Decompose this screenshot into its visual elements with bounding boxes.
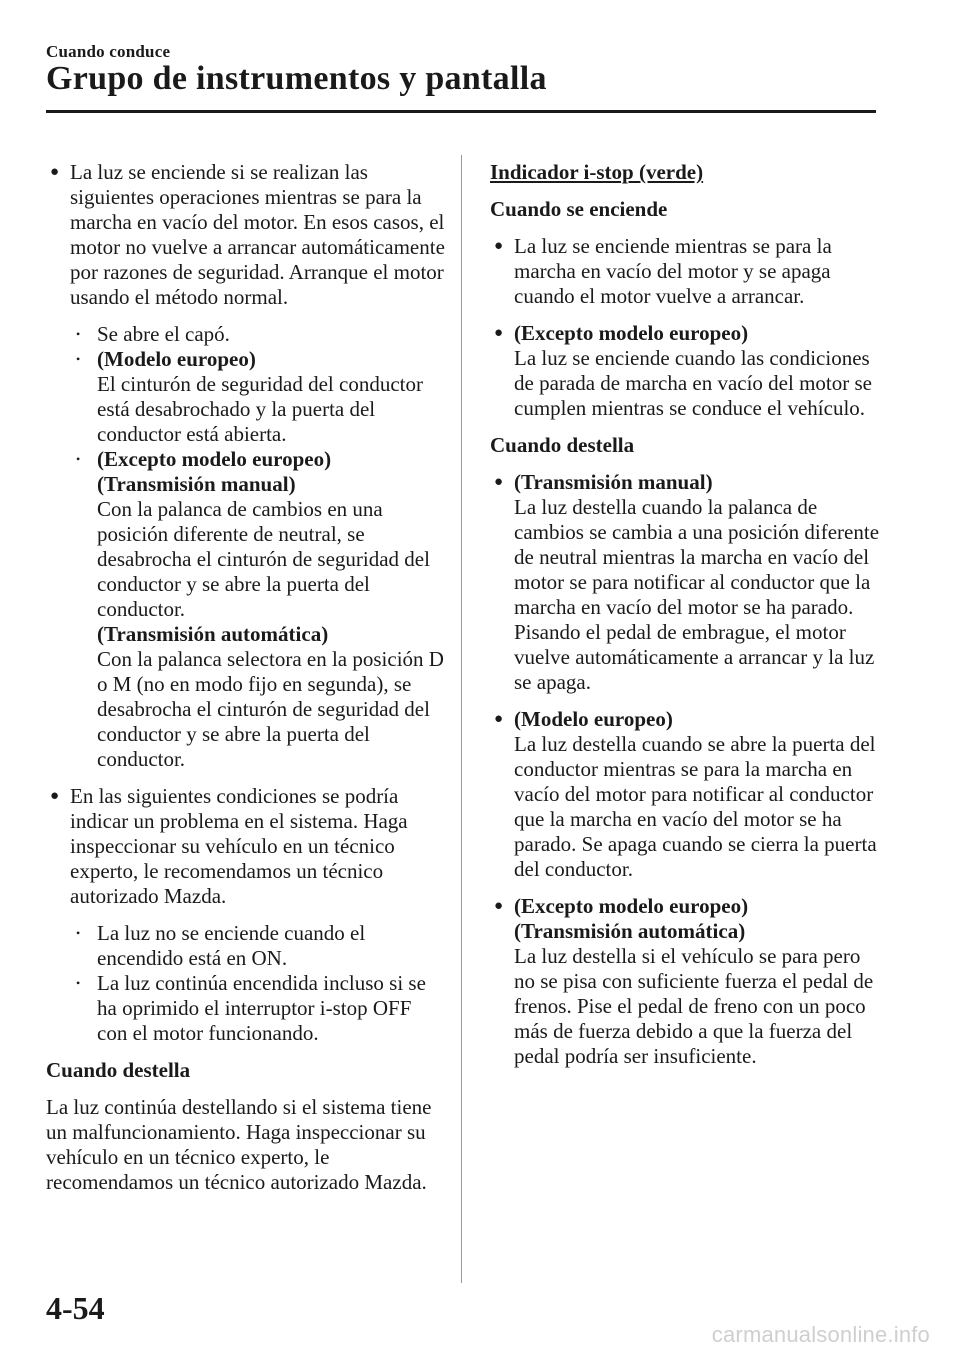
bullet-text: La luz destella cuando la palanca de cambios se cambia a una posición diferente de neutral mientras la marcha en vacío del motor se para notificar al conductor que la marcha en vacío del motor se ha parado. Pisando el pedal de embrague, el motor vuelve automáticamente a arrancar y la luz se apaga. xyxy=(514,495,880,694)
bullet-item xyxy=(490,470,885,695)
bullet-text: En las siguientes condiciones se podría indicar un problema en el sistema. Haga inspeccionar su vehículo en un técnico experto, le recomendamos un técnico autorizado Mazda. xyxy=(70,784,408,908)
bullet-icon: ● xyxy=(494,238,504,254)
sub-bullet-text: Con la palanca selectora en la posición D o M (no en modo fijo en segunda), se desabrocha el cinturón de seguridad del conductor y se abre la puerta del conductor. xyxy=(97,647,444,771)
bullet-item xyxy=(490,321,885,421)
bullet-condition: (Transmisión manual) xyxy=(514,470,713,494)
bullet-item xyxy=(490,234,885,309)
subheading-flash: Cuando destella xyxy=(490,433,635,457)
sub-bullet-text: La luz continúa encendida incluso si se ha oprimido el interruptor i-stop OFF con el motor funcionando. xyxy=(97,971,426,1045)
sub-bullet-text: El cinturón de seguridad del conductor está desabrochado y la puerta del conductor está abierta. xyxy=(97,372,423,446)
bullet-item xyxy=(490,707,885,882)
sub-bullet-item xyxy=(70,971,446,1046)
sub-bullet-icon: • xyxy=(76,327,81,341)
sub-bullet-item xyxy=(70,447,446,772)
bullet-icon: ● xyxy=(494,898,504,914)
sub-bullet-condition: (Transmisión automática) xyxy=(97,622,329,646)
bullet-icon: ● xyxy=(494,711,504,727)
sub-bullet-item xyxy=(70,921,446,971)
sub-bullet-text: Se abre el capó. xyxy=(97,322,230,346)
bullet-text: La luz destella cuando se abre la puerta del conductor mientras se para la marcha en vacío del motor para notificar al conductor que la marcha en vacío del motor se ha parado. Se apaga cuando se cierra la puerta del conductor. xyxy=(514,732,877,881)
subheading-flash: Cuando destella xyxy=(46,1058,191,1082)
sub-bullet-condition: (Excepto modelo europeo) xyxy=(97,447,332,471)
left-column xyxy=(46,160,446,1195)
right-column xyxy=(490,160,885,1081)
bullet-text: La luz destella si el vehículo se para pero no se pisa con suficiente fuerza el pedal de frenos. Pise el pedal de freno con un poco más de fuerza debido a que la fuerza del pedal podría ser insuficiente. xyxy=(514,944,874,1068)
bullet-item xyxy=(46,784,446,1046)
sub-bullet-icon: • xyxy=(76,352,81,366)
header-rule xyxy=(46,110,876,113)
bullet-condition: (Transmisión automática) xyxy=(514,919,746,943)
indicator-title: Indicador i-stop (verde) xyxy=(490,160,704,184)
paragraph: La luz continúa destellando si el sistema tiene un malfuncionamiento. Haga inspeccionar su vehículo en un técnico experto, le recomendamos un técnico autorizado Mazda. xyxy=(46,1095,432,1194)
sub-bullet-item xyxy=(70,347,446,447)
bullet-icon: ● xyxy=(494,325,504,341)
bullet-icon: ● xyxy=(494,474,504,490)
bullet-condition: (Excepto modelo europeo) xyxy=(514,894,749,918)
sub-bullet-text: Con la palanca de cambios en una posición diferente de neutral, se desabrocha el cinturón de seguridad del conductor y se abre la puerta del conductor. xyxy=(97,497,430,621)
section-label: Cuando conduce xyxy=(46,42,171,61)
sub-bullet-condition: (Modelo europeo) xyxy=(97,347,256,371)
sub-bullet-condition: (Transmisión manual) xyxy=(97,472,296,496)
sub-bullet-text: La luz no se enciende cuando el encendido está en ON. xyxy=(97,921,366,970)
column-divider xyxy=(461,155,462,1283)
bullet-item xyxy=(490,894,885,1069)
watermark: carmanualsonline.info xyxy=(711,1322,930,1347)
bullet-item xyxy=(46,160,446,772)
sub-bullet-item xyxy=(70,322,446,347)
sub-bullet-icon: • xyxy=(76,926,81,940)
bullet-condition: (Excepto modelo europeo) xyxy=(514,321,749,345)
subheading-on: Cuando se enciende xyxy=(490,197,668,221)
bullet-condition: (Modelo europeo) xyxy=(514,707,673,731)
bullet-text: La luz se enciende si se realizan las siguientes operaciones mientras se para la marcha en vacío del motor. En esos casos, el motor no vuelve a arrancar automáticamente por razones de seguridad. Arranque el motor usando el método normal. xyxy=(70,160,445,309)
bullet-text: La luz se enciende cuando las condiciones de parada de marcha en vacío del motor se cumplen mientras se conduce el vehículo. xyxy=(514,346,872,420)
sub-list xyxy=(70,322,446,772)
sub-bullet-icon: • xyxy=(76,452,81,466)
bullet-icon: ● xyxy=(50,164,60,180)
sub-list xyxy=(70,921,446,1046)
bullet-icon: ● xyxy=(50,788,60,804)
page-number: 4-54 xyxy=(46,1290,105,1326)
page-title: Grupo de instrumentos y pantalla xyxy=(46,60,547,97)
bullet-text: La luz se enciende mientras se para la marcha en vacío del motor y se apaga cuando el motor vuelve a arrancar. xyxy=(514,234,832,308)
sub-bullet-icon: • xyxy=(76,976,81,990)
